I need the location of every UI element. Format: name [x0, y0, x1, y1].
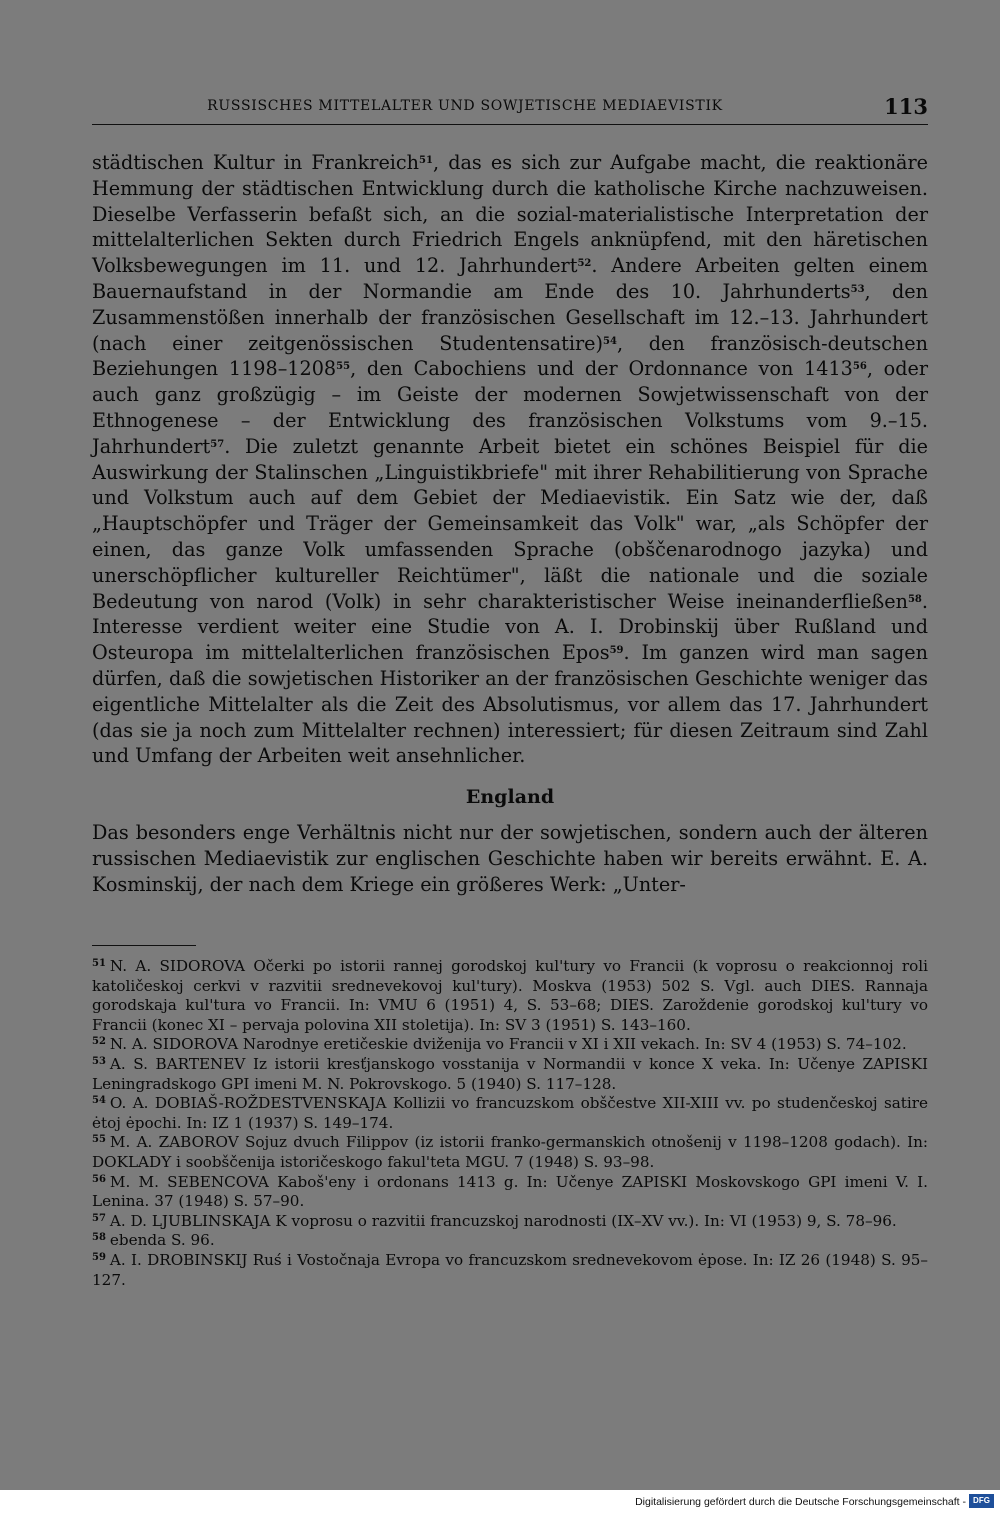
running-head: RUSSISCHES MITTELALTER UND SOWJETISCHE MEDIAEVISTIK: [207, 98, 723, 114]
text-segment: , das es sich zur Aufgabe macht, die reaktionäre Hemmung der städtischen Entwicklung durch die katholische Kirche nachzuweisen. Dieselbe Verfasserin befaßt sich, an die sozial-materialistische Interpretation der mittelalterlichen Sekten durch Friedrich Engels anknüpfend, mit den häretischen Volksbewegungen im 11. und 12. Jahrhundert: [92, 151, 929, 278]
footnote-text: M. M. SEBENCOVA Kaboš'eny i ordonans 1413 g. In: Učenye ZAPISKI Moskovskogo GPI imeni V. I. Lenina. 37 (1948) S. 57–90.: [92, 1172, 928, 1211]
footnote-text: N. A. SIDOROVA Narodnye eretičeskie dviženija vo Francii v XI i XII vekach. In: SV 4 (1953) S. 74–102.: [109, 1035, 907, 1054]
footnote: [92, 957, 928, 1035]
digitization-credit: Digitalisierung gefördert durch die Deutsche Forschungsgemeinschaft -: [635, 1496, 966, 1508]
footnote-divider: [92, 945, 196, 946]
credit-bar: [0, 1490, 1000, 1513]
footnote-text: ebenda S. 96.: [109, 1231, 215, 1250]
footnote-text: A. S. BARTENEV Iz istorii kresťjanskogo vosstanija v Normandii v konce X veka. In: Učenye ZAPISKI Leningradskogo GPI imeni M. N. Pokrovskogo. 5 (1940) S. 117–128.: [92, 1054, 928, 1093]
footnote-reference[interactable]: 52: [577, 258, 592, 270]
text-segment: . Die zuletzt genannte Arbeit bietet ein schönes Beispiel für die Auswirkung der Stalinschen „Linguistikbriefe" mit ihrer Rehabilitierung von Sprache und Volkstum auch auf dem Gebiet der Mediaevistik. Ein Satz wie der, daß „Hauptschöpfer und Träger der Gemeinsamkeit das Volk" war, „als Schöpfer der einen, das ganze Volk umfassenden Sprache (obščenarodnogo jazyka) und unerschöpflicher kultureller Reichtümer", läßt die nationale und die soziale Bedeutung von narod (Volk) in sehr charakteristischer Weise ineinanderfließen: [92, 434, 928, 613]
footnote: [92, 1094, 928, 1133]
footnote: [92, 1231, 928, 1251]
footnote-number: 55: [92, 1134, 106, 1146]
footnote-reference[interactable]: 58: [907, 593, 922, 605]
footnote-number: 56: [92, 1173, 106, 1185]
text-segment: . Interesse verdient weiter eine Studie von A. I. Drobinskij über Rußland und Osteuropa im mittelalterlichen französischen Epos: [92, 589, 928, 665]
text-segment: , oder auch ganz großzügig – im Geiste der modernen Sowjetwissenschaft von der Ethnogenese – der Entwicklung des französischen Volkstums vom 9.–15. Jahrhundert: [92, 357, 929, 458]
footnote: [92, 1133, 928, 1172]
footnote-number: 52: [92, 1036, 106, 1048]
footnote-number: 59: [92, 1251, 106, 1263]
text-segment: . Andere Arbeiten gelten einem Bauernaufstand in der Normandie am Ende des 10. Jahrhunderts: [92, 254, 928, 303]
page-header: [92, 96, 928, 125]
footnote-reference[interactable]: 53: [850, 283, 865, 295]
footnote-reference[interactable]: 54: [603, 335, 617, 347]
text-segment: , den Zusammenstößen innerhalb der französischen Gesellschaft im 12.–13. Jahrhundert (nach einer zeitgenössischen Studentensatire): [92, 279, 928, 355]
footnote: [92, 1035, 928, 1055]
text-segment: , den französisch-deutschen Beziehungen 1198–1208: [92, 331, 928, 381]
footnote-reference[interactable]: 51: [419, 155, 433, 166]
footnote-number: 51: [92, 958, 106, 969]
paragraph: Das besonders enge Verhältnis nicht nur der sowjetischen, sondern auch der älteren russischen Mediaevistik zur englischen Geschichte haben wir bereits erwähnt. E. A. Kosminskij, der nach dem Kriege ein größeres Werk: „Unter-: [92, 820, 928, 896]
footnote-text: A. I. DROBINSKIJ Ruś i Vostočnaja Evropa vo francuzskom srednevekovom ėpose. In: IZ 26 (1948) S. 95–127.: [92, 1250, 928, 1289]
page-number: 113: [884, 94, 928, 119]
footnote-number: 57: [92, 1212, 106, 1224]
paragraph: [92, 150, 928, 769]
text-segment: , den Cabochiens und der Ordonnance von 1413: [350, 357, 853, 381]
footnote-reference[interactable]: 59: [609, 645, 624, 657]
footnotes: [92, 957, 928, 1290]
footnote-number: 58: [92, 1232, 106, 1244]
footnote-reference[interactable]: 56: [852, 361, 867, 373]
footnote-reference[interactable]: 55: [336, 361, 351, 373]
footnote-number: 53: [92, 1055, 106, 1067]
text-segment: . Im ganzen wird man sagen dürfen, daß die sowjetischen Historiker an der französischen Geschichte weniger das eigentliche Mittelalter als die Zeit des Absolutismus, vor allem das 17. Jahrhundert (das sie ja noch zum Mittelalter rechnen) interessiert; für diesen Zeitraum sind Zahl und Umfang der Arbeiten weit ansehnlicher.: [92, 641, 929, 768]
footnote-reference[interactable]: 57: [210, 438, 225, 450]
footnote: [92, 1173, 928, 1212]
main-text: [92, 150, 928, 897]
text-segment: städtischen Kultur in Frankreich: [92, 151, 420, 174]
footnote-text: N. A. SIDOROVA Očerki po istorii rannej gorodskoj kul'tury vo Francii (k voprosu o reakcionnoj roli katoličeskoj cerkvi v razvitii srednevekovoj kul'tury). Moskva (1953) 502 S. Vgl. auch DIES. Rannaja gorodskaja kul'tura vo Francii. In: VMU 6 (1951) 4, S. 53–68; DIES. Zaroždenie gorodskoj kul'tury vo Francii (konec XI – pervaja polovina XII stoletija). In: SV 3 (1951) S. 143–160.: [92, 957, 928, 1034]
footnote-text: M. A. ZABOROV Sojuz dvuch Filippov (iz istorii franko-germanskich otnošenij v 1198–1208 godach). In: DOKLADY i soobščenija istoričeskogo fakul'teta MGU. 7 (1948) S. 93–98.: [92, 1133, 928, 1171]
footnote-text: A. D. LJUBLINSKAJA K voprosu o razvitii francuzskoj narodnosti (IX–XV vv.). In: VI (1953) 9, S. 78–96.: [109, 1211, 897, 1230]
dfg-logo: DFG: [969, 1494, 994, 1508]
footnote: [92, 1055, 928, 1094]
footnote: [92, 1212, 928, 1232]
section-heading: England: [465, 786, 555, 809]
footnote-text: O. A. DOBIAŠ-ROŽDESTVENSKAJA Kollizii vo francuzskom obščestve XII-XIII vv. po studenčeskoj satire ėtoj ėpochi. In: IZ 1 (1937) S. 149–174.: [92, 1094, 928, 1132]
footnote: [92, 1251, 928, 1290]
footnote-number: 54: [92, 1095, 106, 1107]
